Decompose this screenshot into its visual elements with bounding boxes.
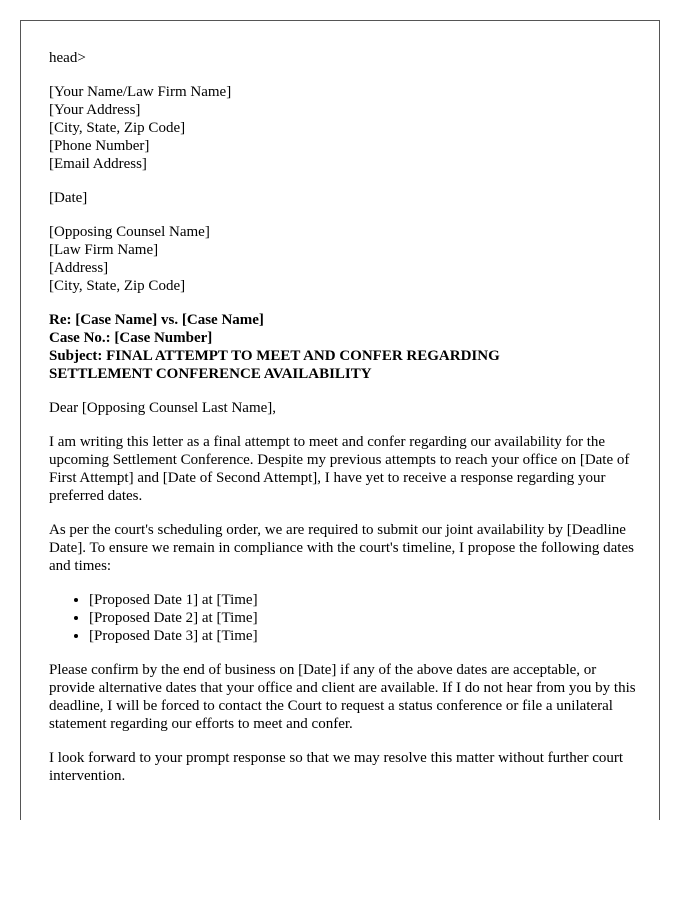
reference-subject-line2: SETTLEMENT CONFERENCE AVAILABILITY <box>49 366 372 382</box>
list-item: • [Proposed Date 2] at [Time] <box>89 609 639 627</box>
reference-re: Re: [Case Name] vs. [Case Name] <box>49 312 264 328</box>
reference-block <box>49 311 639 383</box>
recipient-address: [Address] <box>49 260 109 276</box>
sender-phone: [Phone Number] <box>49 138 150 154</box>
proposed-dates-list <box>49 591 639 645</box>
list-item: • [Proposed Date 3] at [Time] <box>89 627 639 645</box>
body-paragraph-2: As per the court's scheduling order, we are required to submit our joint availability by [Deadline Date]. To ensure we remain in compliance with the court's timeline, I propose the following dates and times: <box>49 522 634 574</box>
sender-email: [Email Address] <box>49 156 147 172</box>
recipient-city-state-zip: [City, State, Zip Code] <box>49 278 186 294</box>
body-paragraph-4: I look forward to your prompt response so that we may resolve this matter without further court intervention. <box>49 750 624 784</box>
letter-content <box>49 49 639 801</box>
letter-date: [Date] <box>49 190 88 206</box>
list-item: • [Proposed Date 1] at [Time] <box>89 591 639 609</box>
head-artifact-block <box>49 49 639 67</box>
sender-name: [Your Name/Law Firm Name] <box>49 84 232 100</box>
sender-block <box>49 83 639 173</box>
reference-subject-line1: Subject: FINAL ATTEMPT TO MEET AND CONFER REGARDING <box>49 348 500 364</box>
recipient-block <box>49 223 639 295</box>
body-paragraph-1: I am writing this letter as a final attempt to meet and confer regarding our availability for the upcoming Settlement Conference. Despite my previous attempts to reach your office on [Date of First Attempt] and [Date of Second Attempt], I have yet to receive a response regarding your preferred dates. <box>49 434 630 504</box>
reference-case-no: Case No.: [Case Number] <box>49 330 213 346</box>
letter-page <box>20 20 660 820</box>
head-artifact-text: head> <box>49 50 86 66</box>
recipient-name: [Opposing Counsel Name] <box>49 224 210 240</box>
date-block <box>49 189 639 207</box>
body-paragraph-3: Please confirm by the end of business on [Date] if any of the above dates are acceptable, or provide alternative dates that your office and client are available. If I do not hear from you by this deadline, I will be forced to contact the Court to request a status conference or file a unilateral statement regarding our efforts to meet and confer. <box>49 662 636 732</box>
salutation: Dear [Opposing Counsel Last Name], <box>49 400 277 416</box>
sender-address: [Your Address] <box>49 102 141 118</box>
sender-city-state-zip: [City, State, Zip Code] <box>49 120 186 136</box>
recipient-firm: [Law Firm Name] <box>49 242 159 258</box>
